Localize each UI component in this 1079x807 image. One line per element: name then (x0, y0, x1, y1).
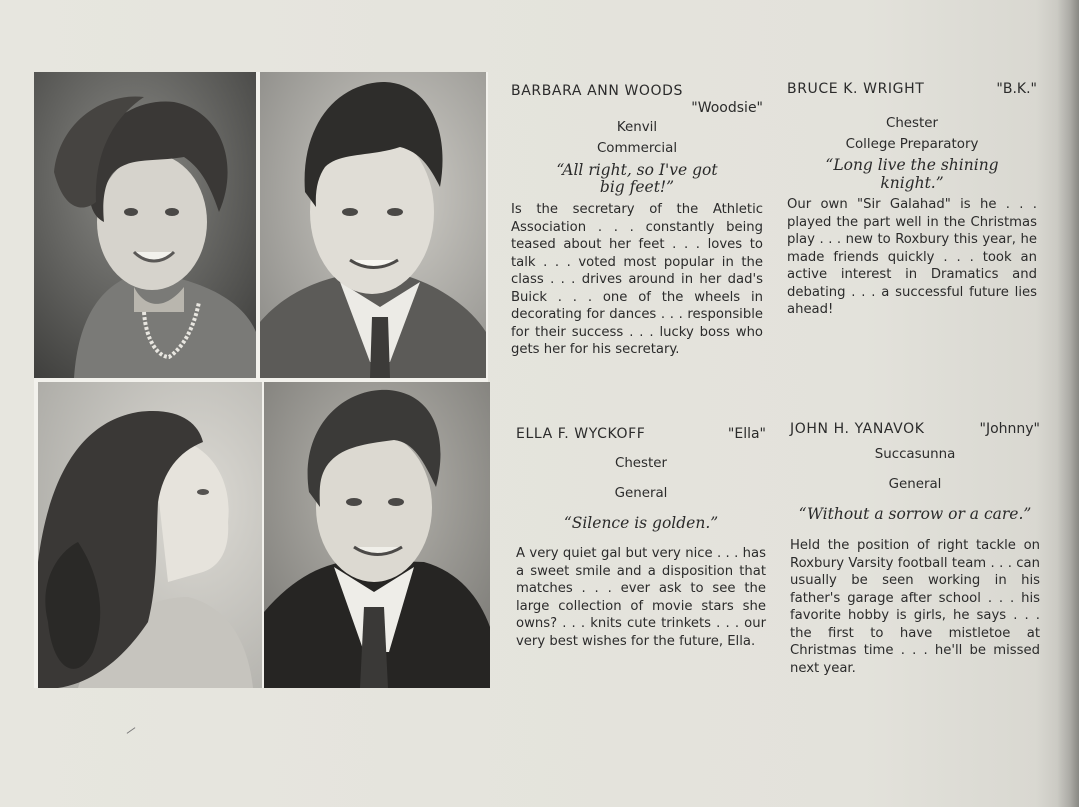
student-bio: Is the secretary of the Athletic Association . . . constantly being teased about her feet . . . loves to talk . . . voted most popular in the class . . . drives around in her dad's Buick . . . one of the wheels in decorating for dances . . . responsible for their success . . . lucky boss who gets her for his secretary. (511, 202, 763, 357)
student-bio: Our own "Sir Galahad" is he . . . played the part well in the Christmas play . . . new to Roxbury this year, he made friends quickly . . . took an active interest in Dramatics and debating . . . a successful future lies ahead! (787, 197, 1037, 317)
student-town: Chester (885, 116, 939, 131)
entry-bruce-k-wright (787, 80, 1037, 340)
student-town: Kenvil (616, 120, 658, 135)
student-nickname: "Johnny" (979, 421, 1040, 437)
student-bio: A very quiet gal but very nice . . . has a sweet smile and a disposition that matches . . . ever ask to see the large collection of movie stars she owns? . . . knits cute trinkets . . . our very best wishes for the future, Ella. (516, 546, 766, 649)
student-name: BARBARA ANN WOODS (511, 83, 683, 99)
student-course: Commercial (596, 141, 678, 156)
portrait-bruce-k-wright (260, 72, 486, 378)
student-bio: Held the position of right tackle on Roxbury Varsity football team . . . can usually be seen working in his father's garage after school . . . his favorite hobby is girls, he says . . . the first to have mistletoe at Christmas time . . . he'll be missed next year. (790, 538, 1040, 676)
student-nickname: "B.K." (996, 81, 1037, 97)
portrait-barbara-ann-woods (34, 72, 256, 378)
entry-john-h-yanavok (790, 420, 1040, 690)
portrait-ella-f-wyckoff (38, 382, 262, 688)
page-edge-shadow (1057, 0, 1079, 807)
student-name: BRUCE K. WRIGHT (787, 81, 925, 97)
student-name: JOHN H. YANAVOK (790, 421, 925, 437)
student-town: Chester (614, 456, 668, 471)
student-quote-line-1: “Long live the shining (825, 156, 999, 174)
student-course: General (614, 486, 668, 501)
student-quote-line-2: knight.” (880, 174, 944, 192)
student-name: ELLA F. WYCKOFF (516, 426, 646, 442)
student-nickname: "Woodsie" (691, 100, 763, 116)
student-quote-line-1: “All right, so I've got (556, 161, 718, 179)
student-nickname: "Ella" (727, 426, 766, 442)
entry-barbara-ann-woods (511, 82, 763, 382)
student-course: General (888, 477, 942, 492)
student-quote-line-2: big feet!” (599, 178, 675, 196)
entry-ella-f-wyckoff (516, 425, 766, 685)
student-town: Succasunna (874, 447, 956, 462)
portrait-john-h-yanavok (264, 382, 490, 688)
student-course: College Preparatory (845, 137, 979, 152)
student-quote: “Without a sorrow or a care.” (798, 505, 1032, 523)
student-quote: “Silence is golden.” (563, 514, 719, 532)
